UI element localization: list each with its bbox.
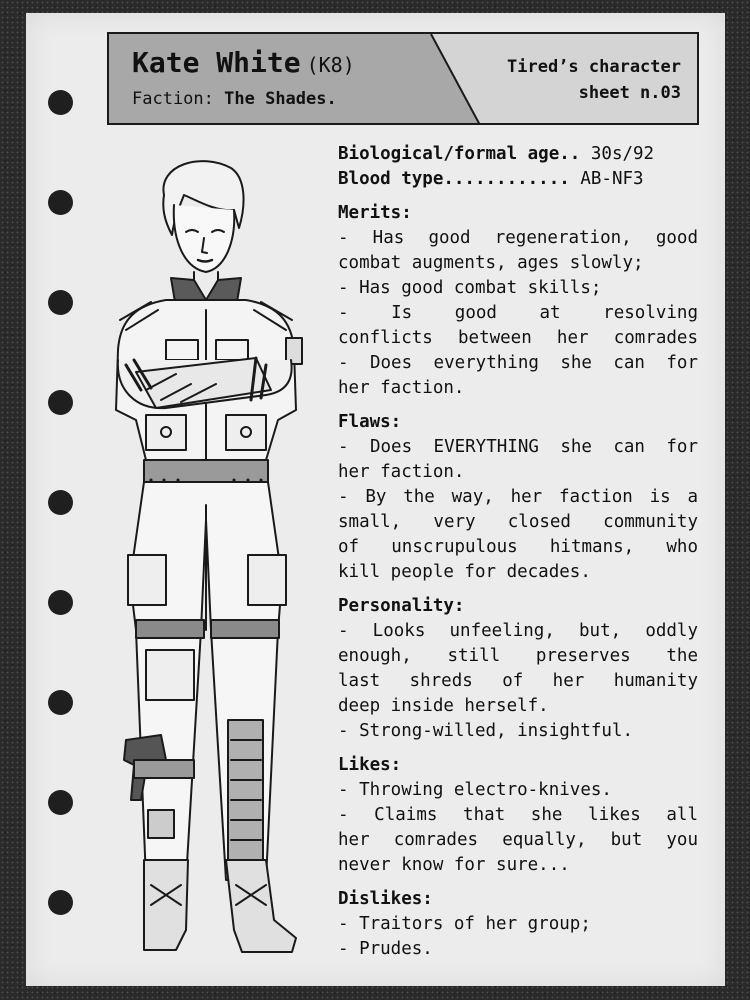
- faction-label: Faction:: [132, 89, 214, 109]
- section-flaws: [338, 410, 698, 585]
- section-line: - Does EVERYTHING she can for: [338, 437, 698, 457]
- section-title: Dislikes:: [338, 889, 433, 909]
- section-line: - Strong-willed, insightful.: [338, 721, 634, 741]
- section-title: Merits:: [338, 203, 412, 223]
- section-line: conflicts between her comrades: [338, 328, 698, 348]
- section-title: Flaws:: [338, 412, 402, 432]
- section-line: - Has good regeneration, good: [338, 228, 698, 248]
- section-line: of unscrupulous hitmans, who: [338, 537, 698, 557]
- section-likes: [338, 753, 698, 878]
- character-name-line: [132, 46, 355, 79]
- section-line: - By the way, her faction is a: [338, 487, 698, 507]
- binder-hole: [48, 690, 73, 715]
- stat-value: AB-NF3: [580, 169, 644, 189]
- section-dislikes: [338, 887, 698, 962]
- binder-hole: [48, 490, 73, 515]
- section-line: deep inside herself.: [338, 696, 549, 716]
- character-code: (K8): [306, 53, 355, 77]
- faction-line: [132, 89, 337, 109]
- section-line: - Looks unfeeling, but, oddly: [338, 621, 698, 641]
- section-line: - Prudes.: [338, 939, 433, 959]
- binder-hole: [48, 890, 73, 915]
- section-line: - Traitors of her group;: [338, 914, 591, 934]
- binder-hole: [48, 590, 73, 615]
- section-title: Personality:: [338, 596, 465, 616]
- section-merits: [338, 201, 698, 401]
- section-line: last shreds of her humanity: [338, 671, 698, 691]
- binder-hole: [48, 190, 73, 215]
- title-banner: [107, 32, 699, 125]
- section-line: enough, still preserves the: [338, 646, 698, 666]
- faction-value: The Shades.: [224, 89, 337, 109]
- section-line: - Claims that she likes all: [338, 805, 698, 825]
- section-line: - Throwing electro-knives.: [338, 780, 612, 800]
- stat-age: [338, 142, 698, 167]
- stat-label: Blood type............: [338, 169, 570, 189]
- character-info: [338, 142, 698, 962]
- section-line: her faction.: [338, 378, 465, 398]
- sheet-title-line: Tired’s character: [507, 57, 681, 77]
- section-line: her comrades equally, but you: [338, 830, 698, 850]
- binder-hole: [48, 290, 73, 315]
- sheet-title-line: sheet n.03: [578, 83, 681, 103]
- binder-hole: [48, 790, 73, 815]
- section-line: - Does everything she can for: [338, 353, 698, 373]
- section-line: - Is good at resolving: [338, 303, 698, 323]
- stat-value: 30s/92: [590, 144, 655, 164]
- section-line: kill people for decades.: [338, 562, 591, 582]
- section-line: her faction.: [338, 462, 465, 482]
- section-personality: [338, 594, 698, 744]
- section-line: small, very closed community: [338, 512, 698, 532]
- binder-hole: [48, 390, 73, 415]
- sheet-title: [507, 54, 681, 106]
- section-line: combat augments, ages slowly;: [338, 253, 644, 273]
- section-line: never know for sure...: [338, 855, 570, 875]
- character-name: Kate White: [132, 46, 301, 79]
- section-line: - Has good combat skills;: [338, 278, 602, 298]
- binder-hole: [48, 90, 73, 115]
- stat-label: Biological/formal age..: [338, 144, 581, 164]
- character-illustration: [106, 160, 306, 960]
- stat-blood-type: [338, 167, 698, 192]
- section-title: Likes:: [338, 755, 402, 775]
